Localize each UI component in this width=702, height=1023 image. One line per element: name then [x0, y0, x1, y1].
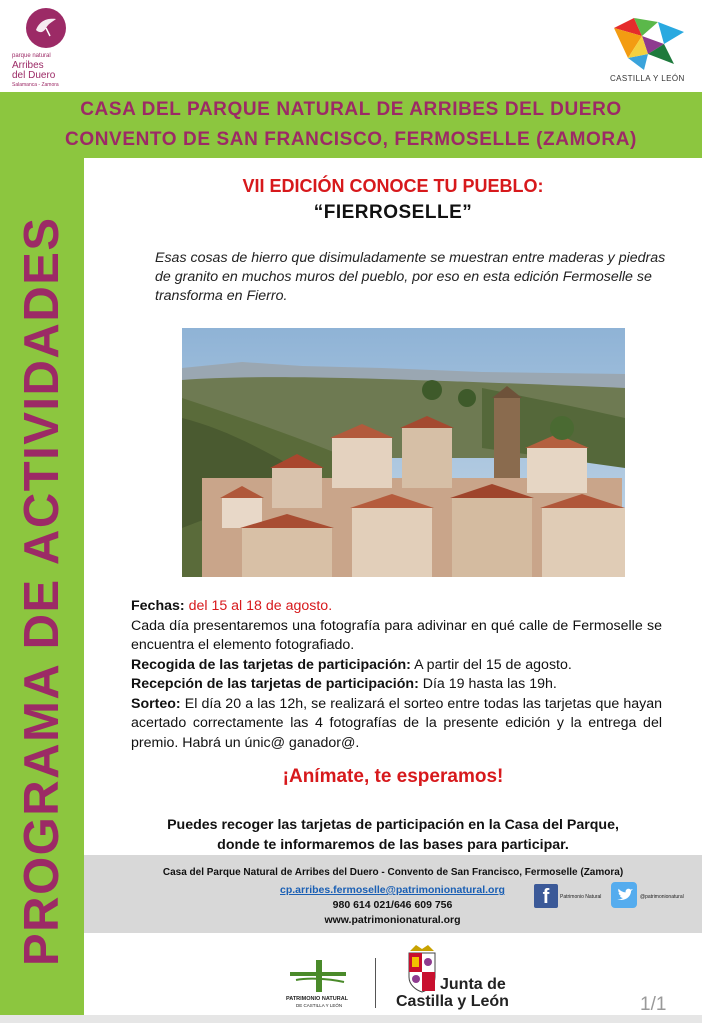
page-indicator: 1/1	[640, 994, 667, 1015]
intro-text: Esas cosas de hierro que disimuladamente se muestran entre maderas y piedras de granito en muchos muros del pueblo, por eso en esta edición Fermoselle se transforma en Fierro.	[155, 250, 666, 304]
daily-text: Cada día presentaremos una fotografía para adivinar en qué calle de Fermoselle se encuentra el elemento fotografiado.	[131, 617, 662, 653]
page-header	[0, 95, 702, 155]
village-photo	[182, 328, 625, 577]
pn-line2: DE CASTILLA Y LEÓN	[296, 1003, 343, 1008]
bird-icon	[30, 10, 62, 42]
dates-line	[131, 597, 662, 617]
logo-region: Salamanca - Zamora	[12, 82, 59, 88]
patrimonio-natural-logo	[286, 958, 356, 1014]
reception-value: Día 19 hasta las 19h.	[418, 676, 557, 692]
facebook-label: Patrimonio Natural	[560, 894, 602, 900]
pickup-note	[84, 815, 702, 855]
pickup-label: Recogida de las tarjetas de participación:	[131, 656, 411, 673]
pickup-note-line2: donde te informaremos de las bases para participar.	[217, 837, 569, 853]
pickup-line	[131, 656, 662, 676]
facebook-icon[interactable]: f	[534, 884, 558, 908]
pickup-note-line1: Puedes recoger las tarjetas de participación en la Casa del Parque,	[167, 817, 619, 833]
details-block	[131, 597, 662, 753]
footer-divider	[375, 958, 376, 1008]
bottom-bar	[0, 1015, 702, 1023]
dates-value: del 15 al 18 de agosto.	[184, 598, 333, 614]
contact-address: Casa del Parque Natural de Arribes del Duero - Convento de San Francisco, Fermoselle (Zamora)	[162, 867, 624, 878]
logo-small-text: parque natural	[12, 53, 51, 59]
draw-value: El día 20 a las 12h, se realizará el sorteo entre todas las tarjetas que hayan acertado correctamente las 4 fotografías de la presente edición y la entrega del premio. Habrá un únic@ ganador@.	[131, 695, 662, 751]
header-line2: CONVENTO DE SAN FRANCISCO, FERMOSELLE (ZAMORA)	[65, 129, 637, 150]
junta-logo	[396, 976, 516, 1010]
castilla-leon-emblem-icon	[614, 18, 684, 70]
arribes-logo	[8, 6, 88, 88]
contact-web: www.patrimonionatural.org	[324, 914, 461, 926]
draw-label: Sorteo:	[131, 695, 181, 712]
edition-heading: VII EDICIÓN CONOCE TU PUEBLO:	[242, 176, 544, 196]
pickup-value: A partir del 15 de agosto.	[410, 656, 572, 673]
logo-name-line1: Arribes	[12, 60, 44, 71]
pn-line1: PATRIMONIO NATURAL	[286, 996, 349, 1002]
reception-line	[131, 675, 662, 695]
contact-phone: 980 614 021/646 609 756	[332, 899, 453, 911]
junta-line2: Castilla y León	[396, 993, 509, 1010]
patrimonio-natural-emblem-icon	[286, 958, 356, 994]
event-name: “FIERROSELLE”	[313, 202, 473, 223]
junta-line1: Junta de	[440, 976, 506, 993]
contact-email-link[interactable]: cp.arribes.fermoselle@patrimonionatural.org	[280, 884, 505, 896]
reception-label: Recepción de las tarjetas de participación:	[131, 676, 419, 692]
draw-line	[131, 695, 662, 754]
logo-name-line2: del Duero	[12, 70, 56, 81]
header-line1: CASA DEL PARQUE NATURAL DE ARRIBES DEL DUERO	[80, 99, 622, 120]
cheer-text: ¡Anímate, te esperamos!	[282, 766, 504, 787]
dates-label: Fechas:	[131, 598, 185, 614]
castilla-leon-logo	[606, 14, 696, 86]
twitter-icon[interactable]	[611, 882, 637, 908]
twitter-label: @patrimonionatural	[640, 894, 684, 900]
castilla-leon-label: CASTILLA Y LEÓN	[610, 74, 685, 83]
side-title: PROGRAMA DE ACTIVIDADES	[15, 216, 69, 966]
